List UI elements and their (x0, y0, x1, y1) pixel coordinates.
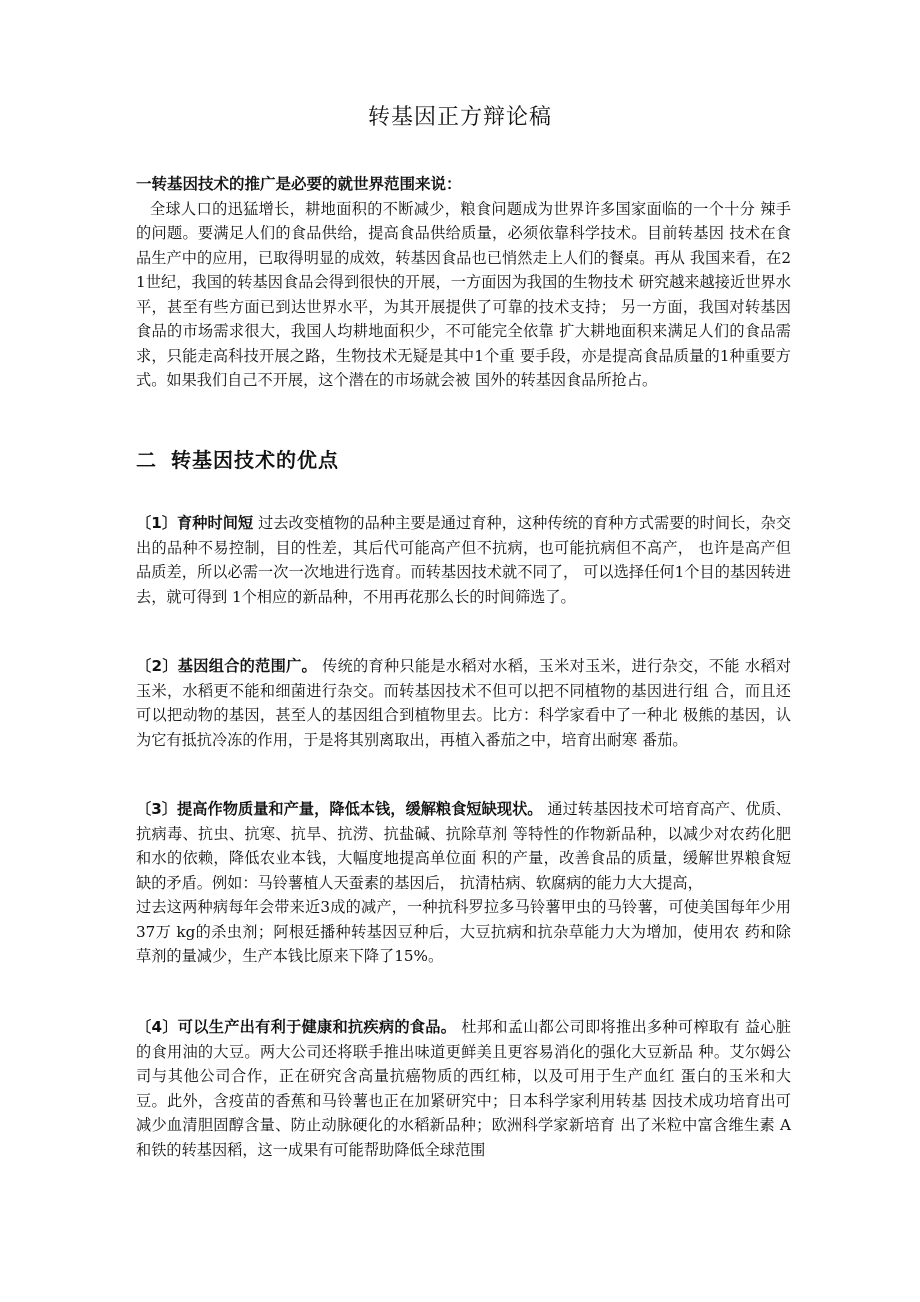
section-1-body: 全球人口的迅猛增长，耕地面积的不断减少，粮食问题成为世界许多国家面临的一个十分 辣手的问题。要满足人们的食品供给，提高食品供给质量，必须依靠科学技术。目前转基因 技术在食品生产中的应用，已取得明显的成效，转基因食品也已悄然走上人们的餐桌。再从 我国来看，在21世纪，我国的转基因食品会得到很快的开展，一方面因为我国的生物技术 研究越来越接近世界水平，甚至有些方面已到达世界水平，为其开展提供了可靠的技术支持； 另一方面，我国对转基因食品的市场需求很大，我国人均耕地面积少，不可能完全依靠 扩大耕地面积来满足人们的食品需求，只能走高科技开展之路，生物技术无疑是其中1个重 要手段，亦是提高食品质量的1种重要方式。如果我们自己不开展，这个潜在的市场就会被 国外的转基因食品所抢占。 (136, 199, 791, 389)
advantage-1 (136, 511, 791, 609)
section-2-number: 二 (136, 448, 157, 472)
section-2-heading (136, 444, 339, 473)
advantage-3-body-continued: 过去这两种病每年会带来近3成的减产，一种抗科罗拉多马铃薯甲虫的马铃薯，可使美国每年少用37万 kg的杀虫剂；阿根廷播种转基因豆种后，大豆抗病和抗杂草能力大为增加，使用农 药和除草剂的量减少，生产本钱比原来下降了15%。 (136, 898, 791, 965)
advantage-3-body: 通过转基因技术可培育高产、优质、抗病毒、抗虫、抗寒、抗旱、抗涝、抗盐碱、抗除草剂 等特性的作物新品种，以减少对农药化肥和水的依赖，降低农业本钱，大幅度地提高单位面 积的产量，改善食品的质量，缓解世界粮食短缺的矛盾。例如：马铃薯植人天蚕素的基因后， 抗清枯病、软腐病的能力大大提高， (136, 800, 791, 892)
advantage-2-body: 传统的育种只能是水稻对水稻，玉米对玉米，进行杂交，不能 水稻对玉米，水稻更不能和细菌进行杂交。而转基因技术不但可以把不同植物的基因进行组 合，而且还可以把动物的基因，甚至人的基因组合到植物里去。比方：科学家看中了一种北 极熊的基因，认为它有抵抗冷冻的作用，于是将其别离取出，再植入番茄之中，培育出耐寒 番茄。 (136, 657, 792, 749)
advantage-3 (136, 797, 791, 969)
section-1-heading: 一转基因技术的推广是必要的就世界范围来说： (136, 175, 462, 193)
advantage-2 (136, 654, 791, 752)
advantage-4-heading: 〔4〕可以生产出有利于健康和抗疾病的食品。 (136, 1018, 457, 1036)
section-1 (136, 172, 791, 393)
advantage-2-heading: 〔2〕基因组合的范围广。 (136, 657, 318, 675)
advantage-3-heading: 〔3〕提高作物质量和产量，降低本钱，缓解粮食短缺现状。 (136, 800, 543, 818)
advantage-4 (136, 1015, 791, 1162)
advantage-1-heading: 〔1〕育种时间短 (136, 514, 254, 532)
advantage-4-body: 杜邦和孟山都公司即将推出多种可榨取有 益心脏的食用油的大豆。两大公司还将联手推出味道更鲜美且更容易消化的强化大豆新品 种。艾尔姆公司与其他公司合作，正在研究含高量抗癌物质的西红柿，以及可用于生产血红 蛋白的玉米和大豆。此外，含疫苗的香蕉和马铃薯也正在加紧研究中；日本科学家利用转基 因技术成功培育出可减少血清胆固醇含量、防止动脉硬化的水稻新品种；欧洲科学家新培育 出了米粒中富含维生素 A和铁的转基因稻，这一成果有可能帮助降低全球范围 (136, 1018, 791, 1159)
advantage-1-body: 过去改变植物的品种主要是通过育种，这种传统的育种方式需要的时间长，杂交出的品种不易控制，目的性差，其后代可能高产但不抗病，也可能抗病但不高产， 也许是高产但品质差，所以必需一次一次地进行选育。而转基因技术就不同了， 可以选择任何1个目的基因转进去，就可得到 1个相应的新品种，不用再花那么长的时间筛选了。 (136, 514, 791, 606)
document-title: 转基因正方辩论稿 (367, 105, 552, 130)
section-2-title: 转基因技术的优点 (171, 448, 339, 472)
